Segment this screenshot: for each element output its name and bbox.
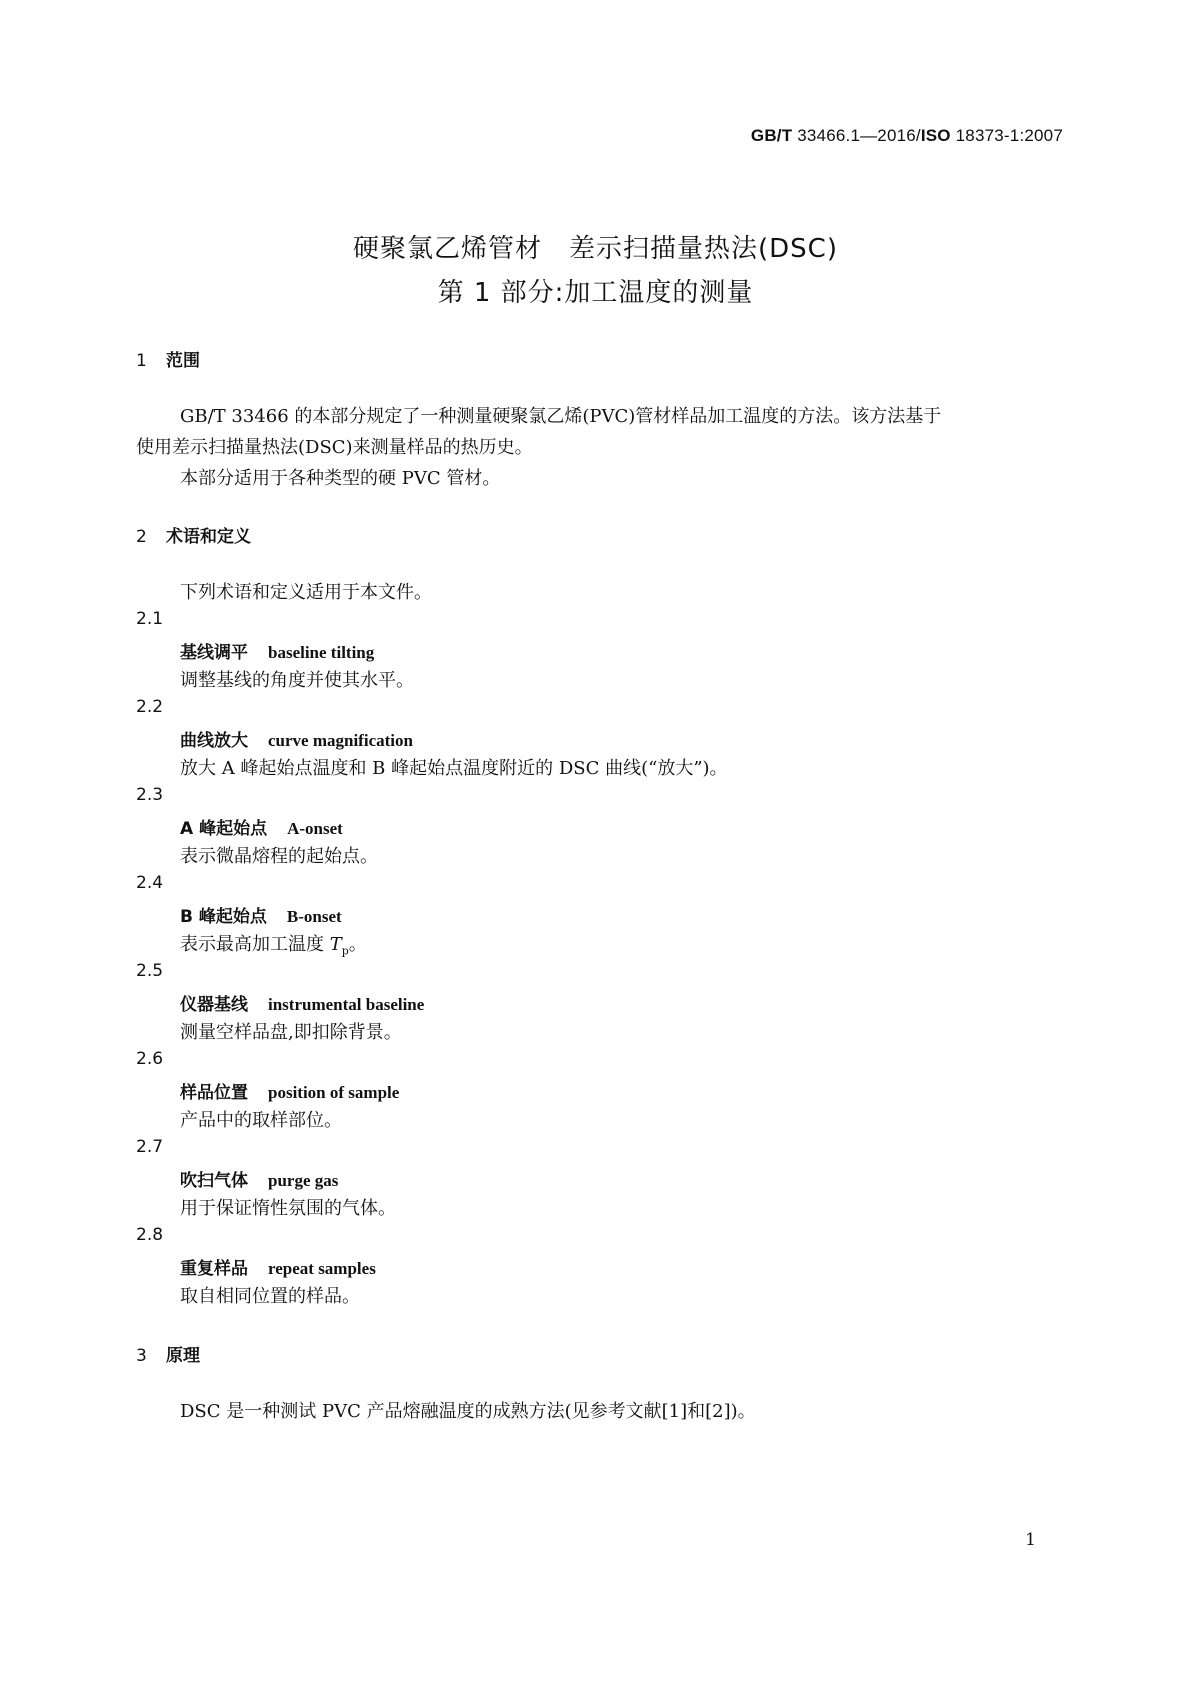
std-number: 33466.1—2016/ — [792, 126, 921, 145]
term-definition: 产品中的取样部位。 — [180, 1110, 342, 1131]
clause-number: 2.5 — [136, 961, 164, 981]
term-heading — [180, 1078, 399, 1103]
term-zh: 仪器基线 — [180, 995, 248, 1015]
term-zh: 基线调平 — [180, 643, 248, 663]
clause-number: 2.7 — [136, 1137, 164, 1157]
term-en: curve magnification — [268, 731, 413, 750]
section-number: 1 — [136, 351, 147, 371]
symbol-variable: T — [329, 934, 342, 955]
term-en: repeat samples — [268, 1259, 376, 1278]
section-3-body: DSC 是一种测试 PVC 产品熔融温度的成熟方法(见参考文献[1]和[2])。 — [180, 1401, 756, 1422]
iso-number: 18373-1:2007 — [950, 126, 1063, 145]
section-2-intro: 下列术语和定义适用于本文件。 — [180, 582, 432, 603]
term-definition: 取自相同位置的样品。 — [180, 1286, 360, 1307]
clause-number: 2.6 — [136, 1049, 164, 1069]
page-number: 1 — [1025, 1530, 1036, 1550]
document-title-line1: 硬聚氯乙烯管材 差示扫描量热法(DSC) — [353, 234, 838, 264]
term-heading — [180, 1166, 338, 1191]
term-zh: 曲线放大 — [180, 731, 248, 751]
term-definition: 用于保证惰性氛围的气体。 — [180, 1198, 396, 1219]
term-definition — [180, 930, 367, 958]
section-title: 原理 — [166, 1346, 200, 1366]
term-en: A-onset — [287, 819, 343, 838]
term-zh: 重复样品 — [180, 1259, 248, 1279]
term-definition: 测量空样品盘,即扣除背景。 — [180, 1022, 402, 1043]
section-title: 术语和定义 — [166, 527, 251, 547]
symbol-subscript: p — [341, 944, 349, 958]
term-en: B-onset — [286, 907, 342, 926]
clause-number: 2.8 — [136, 1225, 164, 1245]
section-number: 2 — [136, 527, 147, 547]
term-zh: B 峰起始点 — [180, 907, 267, 927]
paragraph-line: 使用差示扫描量热法(DSC)来测量样品的热历史。 — [136, 437, 533, 458]
term-definition: 调整基线的角度并使其水平。 — [180, 670, 414, 691]
iso-prefix: ISO — [920, 126, 951, 145]
term-heading — [180, 1254, 376, 1279]
term-en: baseline tilting — [268, 643, 375, 662]
section-number: 3 — [136, 1346, 147, 1366]
paragraph: 本部分适用于各种类型的硬 PVC 管材。 — [180, 468, 501, 489]
term-zh: 样品位置 — [180, 1083, 248, 1103]
clause-number: 2.3 — [136, 785, 164, 805]
standard-code — [751, 126, 1063, 146]
term-heading — [180, 902, 342, 927]
term-zh: 吹扫气体 — [180, 1171, 248, 1191]
paragraph-line: GB/T 33466 的本部分规定了一种测量硬聚氯乙烯(PVC)管材样品加工温度的方法。该方法基于 — [180, 406, 942, 427]
term-en: instrumental baseline — [268, 995, 425, 1014]
term-en: position of sample — [268, 1083, 400, 1102]
term-en: purge gas — [268, 1171, 339, 1190]
section-title: 范围 — [166, 351, 200, 371]
definition-text: 表示最高加工温度 — [180, 934, 330, 955]
term-heading — [180, 990, 424, 1015]
clause-number: 2.2 — [136, 697, 164, 717]
document-title-line2: 第 1 部分:加工温度的测量 — [437, 278, 754, 308]
definition-text: 。 — [348, 934, 367, 955]
term-zh: A 峰起始点 — [180, 819, 268, 839]
section-1-body — [136, 401, 1061, 494]
clause-number: 2.1 — [136, 609, 164, 629]
term-heading — [180, 726, 413, 751]
term-heading — [180, 814, 343, 839]
section-1-heading — [136, 346, 200, 371]
clause-number: 2.4 — [136, 873, 164, 893]
term-heading — [180, 638, 374, 663]
std-prefix: GB/T — [750, 126, 793, 145]
term-definition: 放大 A 峰起始点温度和 B 峰起始点温度附近的 DSC 曲线(“放大”)。 — [180, 758, 728, 779]
section-3-heading — [136, 1341, 200, 1366]
term-definition: 表示微晶熔程的起始点。 — [180, 846, 378, 867]
section-2-heading — [136, 522, 251, 547]
